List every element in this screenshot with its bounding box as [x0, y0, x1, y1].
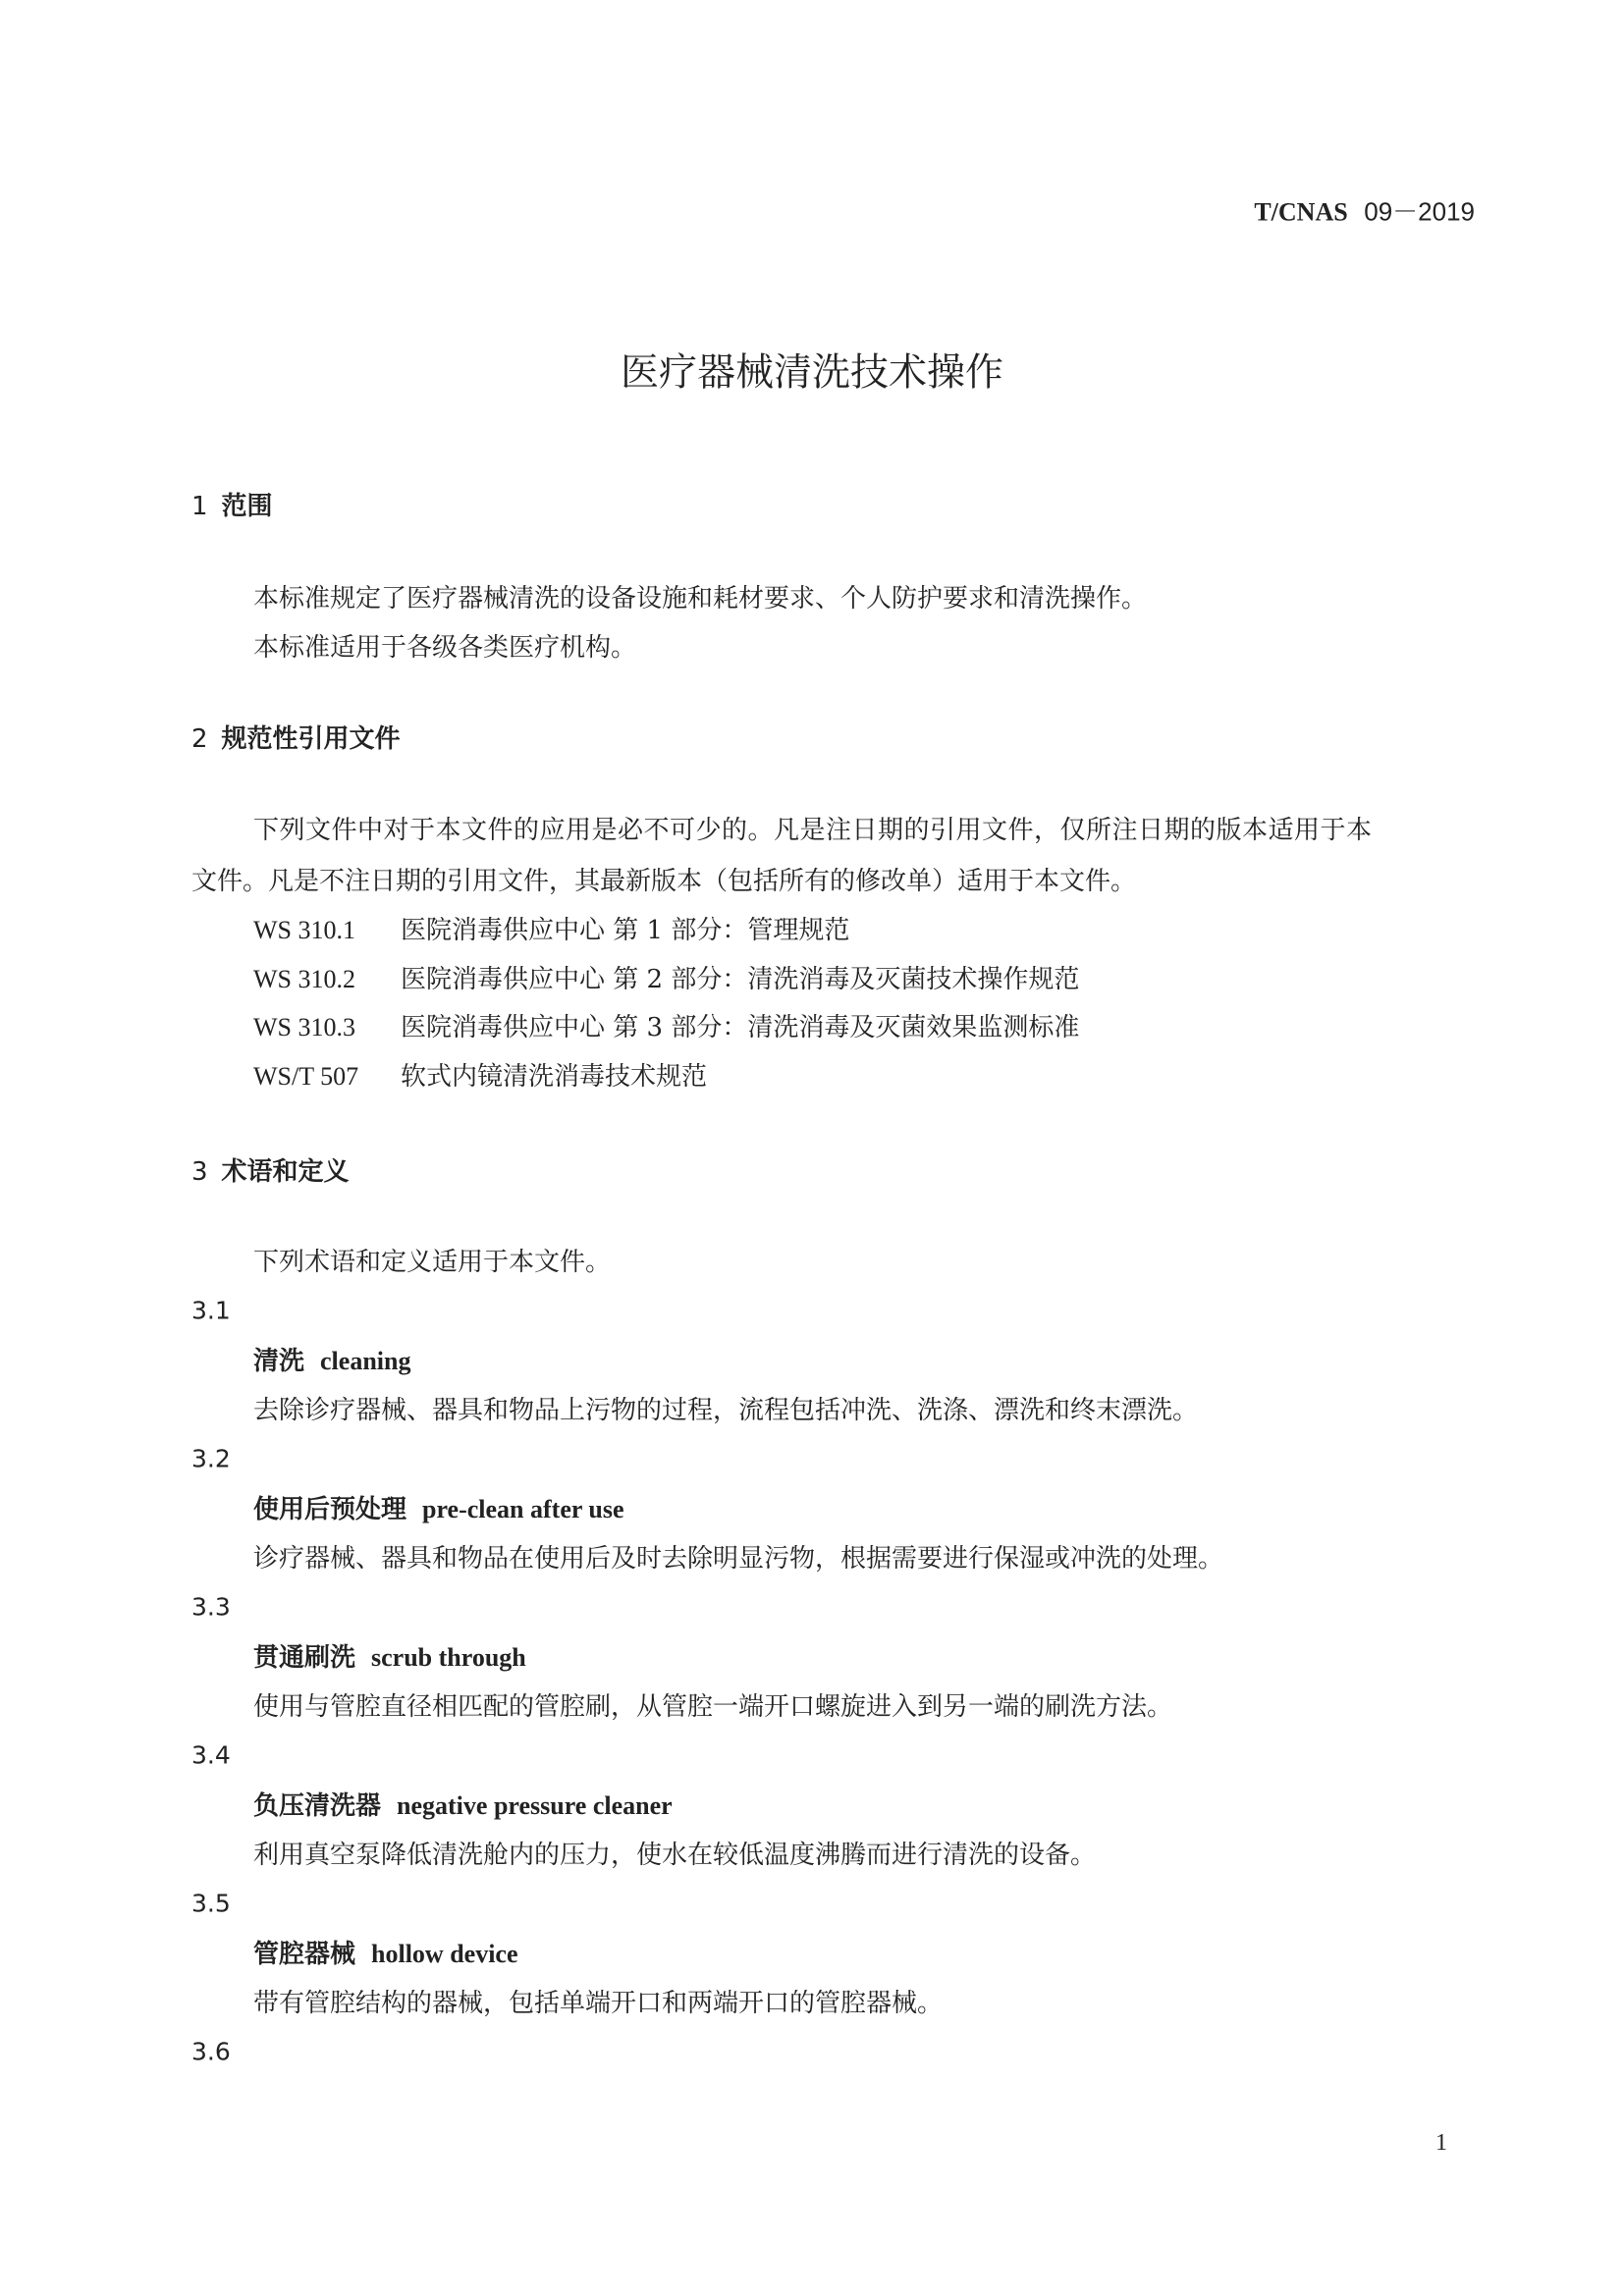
paragraph: 下列文件中对于本文件的应用是必不可少的。凡是注日期的引用文件，仅所注日期的版本适用于本 [253, 816, 1373, 845]
term-number: 3.2 [191, 1444, 231, 1473]
reference-item [253, 1064, 707, 1090]
term-definition: 带有管腔结构的器械，包括单端开口和两端开口的管腔器械。 [253, 1989, 944, 2018]
section-heading [191, 494, 273, 519]
section-number: 2 [191, 724, 208, 754]
reference-code: WS 310.3 [253, 1013, 355, 1041]
term-english: cleaning [320, 1347, 411, 1375]
term-english: hollow device [371, 1940, 518, 1968]
section-heading [191, 726, 401, 752]
section-number: 1 [191, 492, 208, 521]
paragraph: 文件。凡是不注日期的引用文件，其最新版本（包括所有的修改单）适用于本文件。 [191, 867, 1137, 896]
term-number: 3.1 [191, 1296, 231, 1325]
page-number: 1 [1435, 2130, 1447, 2156]
standard-number: 09－2019 [1364, 196, 1475, 227]
term-chinese: 清洗 [253, 1347, 305, 1376]
section-title: 范围 [221, 492, 273, 521]
section-title: 术语和定义 [221, 1157, 350, 1187]
term-heading [253, 1349, 410, 1374]
term-english: pre-clean after use [422, 1495, 624, 1523]
reference-item [253, 967, 1079, 992]
term-chinese: 使用后预处理 [253, 1495, 407, 1524]
reference-code: WS/T 507 [253, 1062, 359, 1091]
term-heading [253, 1942, 518, 1967]
term-number: 3.6 [191, 2037, 231, 2066]
section-heading [191, 1159, 350, 1185]
reference-title: 医院消毒供应中心 第 1 部分：管理规范 [401, 916, 850, 945]
reference-code: WS 310.2 [253, 965, 355, 993]
reference-title: 医院消毒供应中心 第 2 部分：清洗消毒及灭菌技术操作规范 [401, 965, 1080, 994]
paragraph: 下列术语和定义适用于本文件。 [253, 1248, 612, 1277]
reference-item [253, 918, 849, 943]
term-chinese: 管腔器械 [253, 1940, 356, 1969]
term-chinese: 贯通刷洗 [253, 1643, 356, 1673]
term-heading [253, 1645, 526, 1671]
term-number: 3.5 [191, 1889, 231, 1918]
section-number: 3 [191, 1157, 208, 1187]
term-definition: 使用与管腔直径相匹配的管腔刷，从管腔一端开口螺旋进入到另一端的刷洗方法。 [253, 1692, 1173, 1722]
term-definition: 去除诊疗器械、器具和物品上污物的过程，流程包括冲洗、洗涤、漂洗和终末漂洗。 [253, 1396, 1199, 1425]
term-heading [253, 1497, 624, 1522]
document-code [1254, 196, 1475, 227]
term-chinese: 负压清洗器 [253, 1791, 382, 1821]
term-heading [253, 1793, 673, 1819]
term-english: negative pressure cleaner [397, 1791, 673, 1820]
paragraph: 本标准适用于各级各类医疗机构。 [253, 633, 637, 663]
term-number: 3.4 [191, 1740, 231, 1770]
standard-code: T/CNAS [1254, 197, 1348, 227]
term-definition: 利用真空泵降低清洗舱内的压力，使水在较低温度沸腾而进行清洗的设备。 [253, 1841, 1097, 1870]
reference-title: 软式内镜清洗消毒技术规范 [401, 1062, 708, 1092]
term-definition: 诊疗器械、器具和物品在使用后及时去除明显污物，根据需要进行保湿或冲洗的处理。 [253, 1544, 1224, 1574]
paragraph: 本标准规定了医疗器械清洗的设备设施和耗材要求、个人防护要求和清洗操作。 [253, 584, 1148, 614]
reference-item [253, 1015, 1079, 1041]
section-title: 规范性引用文件 [221, 724, 401, 754]
reference-title: 医院消毒供应中心 第 3 部分：清洗消毒及灭菌效果监测标准 [401, 1013, 1080, 1042]
term-english: scrub through [371, 1643, 526, 1672]
page-title: 医疗器械清洗技术操作 [620, 350, 1003, 396]
term-number: 3.3 [191, 1592, 231, 1622]
reference-code: WS 310.1 [253, 916, 355, 944]
